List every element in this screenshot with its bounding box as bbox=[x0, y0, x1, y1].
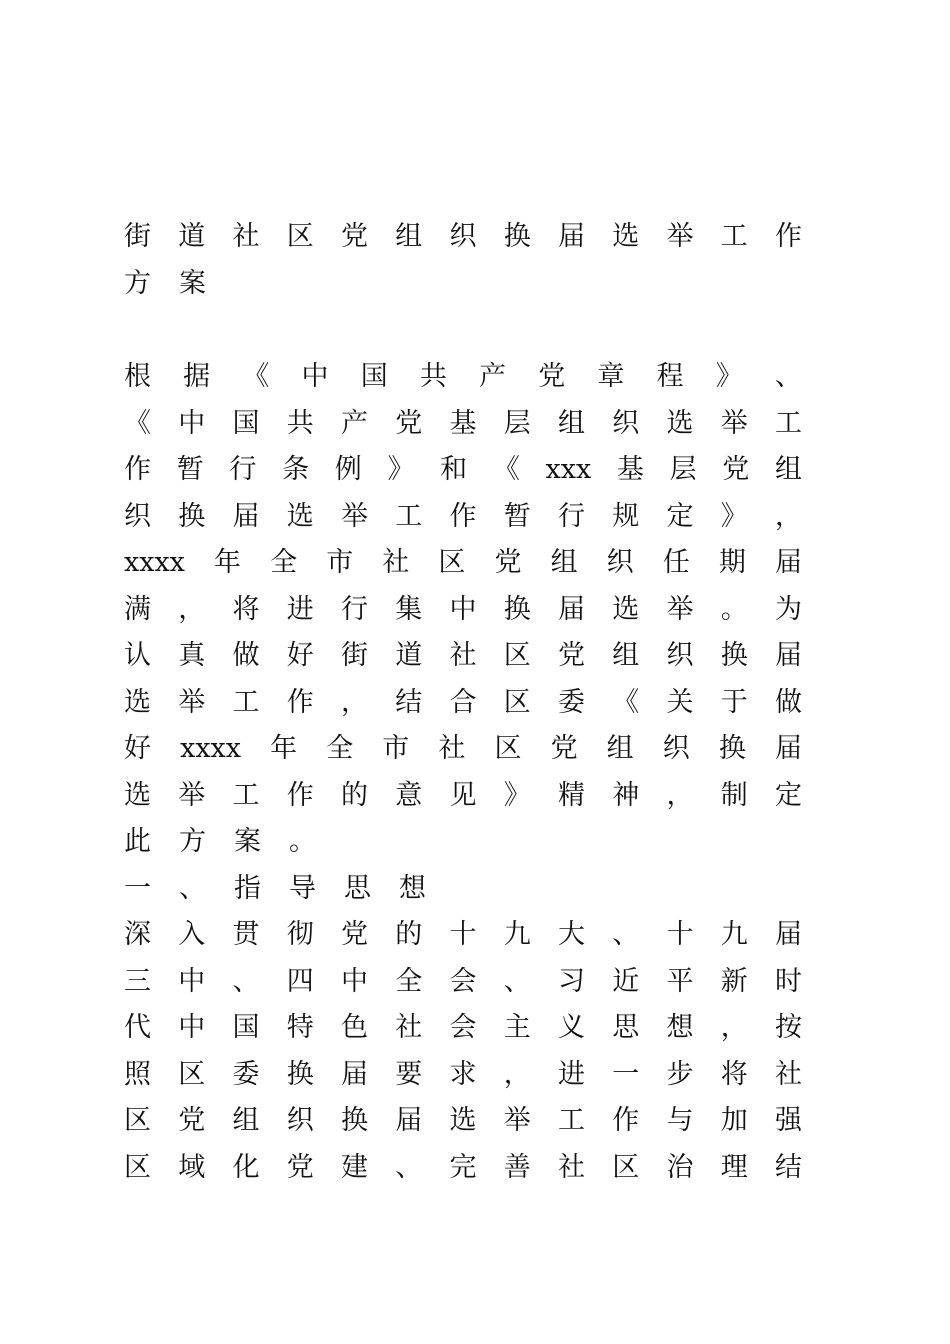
text-glyph: 案 bbox=[234, 826, 261, 857]
text-glyph: 举 bbox=[178, 686, 206, 718]
text-glyph: 国 bbox=[360, 361, 388, 392]
text-glyph: 市 bbox=[326, 547, 354, 578]
text-glyph: 结 bbox=[395, 686, 423, 718]
text-glyph: 想 bbox=[666, 1012, 694, 1043]
text-glyph: 中 bbox=[178, 407, 206, 439]
text-glyph: 织 bbox=[286, 1105, 314, 1136]
text-glyph: 年 bbox=[214, 547, 242, 578]
text-glyph: 织 bbox=[662, 733, 690, 764]
text-glyph: 作 bbox=[775, 221, 802, 252]
text-glyph: 集 bbox=[395, 593, 423, 625]
text-glyph: xxxx bbox=[180, 733, 242, 764]
text-glyph: 市 bbox=[382, 733, 410, 764]
text-glyph: 做 bbox=[232, 640, 260, 671]
text-glyph: 贯 bbox=[232, 919, 260, 950]
text-glyph: 党 bbox=[558, 640, 585, 671]
text-glyph: 加 bbox=[720, 1105, 748, 1136]
text-glyph: 换 bbox=[341, 1105, 368, 1136]
text-glyph: 选 bbox=[286, 500, 314, 532]
text-glyph: 社 bbox=[449, 640, 477, 671]
text-glyph: 和 bbox=[440, 454, 468, 485]
text-glyph: ， bbox=[503, 1058, 531, 1090]
text-glyph: 选 bbox=[124, 686, 151, 718]
text-glyph: 换 bbox=[178, 500, 206, 532]
text-glyph: 届 bbox=[775, 640, 802, 671]
text-glyph: 工 bbox=[558, 1105, 585, 1136]
text-glyph: 三 bbox=[124, 965, 151, 997]
body-line bbox=[124, 1098, 802, 1145]
text-glyph: 党 bbox=[538, 361, 566, 392]
text-glyph: 根 bbox=[124, 361, 151, 392]
text-glyph: 一 bbox=[124, 872, 151, 904]
text-glyph: 届 bbox=[774, 547, 802, 578]
text-glyph: 行 bbox=[341, 593, 368, 625]
text-glyph: 习 bbox=[558, 965, 585, 997]
text-glyph: 工 bbox=[395, 500, 423, 532]
text-glyph: 步 bbox=[666, 1058, 694, 1090]
text-glyph: 国 bbox=[232, 407, 260, 439]
text-glyph: 、 bbox=[395, 1151, 423, 1183]
text-glyph: 的 bbox=[395, 919, 423, 950]
text-glyph: 定 bbox=[666, 500, 694, 532]
text-glyph: 换 bbox=[718, 733, 746, 764]
text-glyph: 共 bbox=[419, 361, 447, 392]
body-line bbox=[124, 494, 802, 541]
text-glyph: 基 bbox=[616, 454, 644, 485]
text-glyph: 进 bbox=[558, 1058, 585, 1090]
text-glyph: 按 bbox=[775, 1012, 802, 1043]
text-glyph: 导 bbox=[289, 872, 316, 904]
text-glyph: 工 bbox=[232, 779, 260, 811]
body-line bbox=[124, 401, 802, 448]
text-glyph: 、 bbox=[503, 965, 531, 997]
text-glyph: 例 bbox=[334, 454, 362, 485]
text-glyph: 届 bbox=[558, 593, 585, 625]
body-line bbox=[124, 912, 802, 959]
text-glyph: 中 bbox=[178, 965, 206, 997]
text-glyph: 精 bbox=[558, 779, 585, 811]
text-glyph: 结 bbox=[775, 1151, 802, 1183]
text-glyph: 入 bbox=[178, 919, 206, 950]
text-glyph: 深 bbox=[124, 919, 151, 950]
text-glyph: 党 bbox=[178, 1105, 206, 1136]
text-glyph: 《 bbox=[612, 686, 640, 718]
text-glyph: 社 bbox=[395, 1012, 423, 1043]
document-title bbox=[124, 214, 802, 307]
body-line bbox=[124, 540, 802, 587]
text-glyph: 规 bbox=[612, 500, 640, 532]
text-glyph: 近 bbox=[612, 965, 640, 997]
text-glyph: 、 bbox=[774, 361, 802, 392]
text-glyph: 期 bbox=[718, 547, 746, 578]
body-line bbox=[124, 819, 802, 866]
text-glyph: 社 bbox=[232, 221, 260, 252]
text-glyph: 届 bbox=[232, 500, 260, 532]
text-glyph: ， bbox=[178, 593, 206, 625]
text-glyph: 义 bbox=[558, 1012, 585, 1043]
text-glyph: 十 bbox=[449, 919, 477, 950]
text-glyph: 区 bbox=[438, 547, 466, 578]
text-glyph: 关 bbox=[666, 686, 694, 718]
text-glyph: 《 bbox=[242, 361, 270, 392]
text-glyph: 组 bbox=[232, 1105, 260, 1136]
text-glyph: 会 bbox=[449, 965, 477, 997]
text-glyph: 组 bbox=[612, 640, 640, 671]
text-glyph: 彻 bbox=[286, 919, 314, 950]
text-glyph: 满 bbox=[124, 593, 151, 625]
text-glyph: 中 bbox=[301, 361, 329, 392]
body-line bbox=[124, 1145, 802, 1192]
text-glyph: 四 bbox=[286, 965, 314, 997]
text-glyph: 做 bbox=[775, 686, 802, 718]
text-glyph: 思 bbox=[344, 872, 371, 904]
text-glyph: 共 bbox=[286, 407, 314, 439]
text-glyph: 理 bbox=[720, 1151, 748, 1183]
text-glyph: 党 bbox=[341, 221, 368, 252]
text-glyph: 据 bbox=[183, 361, 211, 392]
text-glyph: 举 bbox=[341, 500, 368, 532]
text-glyph: 真 bbox=[178, 640, 206, 671]
text-glyph: 换 bbox=[503, 221, 531, 252]
text-glyph: 届 bbox=[775, 919, 802, 950]
text-glyph: 换 bbox=[503, 593, 531, 625]
text-glyph: 党 bbox=[494, 547, 522, 578]
text-glyph: 选 bbox=[124, 779, 151, 811]
text-glyph: 织 bbox=[449, 221, 477, 252]
body-line bbox=[124, 680, 802, 727]
text-glyph: 完 bbox=[449, 1151, 477, 1183]
text-glyph: 作 bbox=[612, 1105, 640, 1136]
text-glyph: 全 bbox=[326, 733, 354, 764]
text-glyph: 特 bbox=[286, 1012, 314, 1043]
text-glyph: 织 bbox=[124, 500, 151, 532]
text-glyph: 照 bbox=[124, 1058, 151, 1090]
text-glyph: 举 bbox=[503, 1105, 531, 1136]
text-glyph: 暂 bbox=[176, 454, 204, 485]
text-glyph: 治 bbox=[666, 1151, 694, 1183]
text-glyph: 一 bbox=[612, 1058, 640, 1090]
text-glyph: 作 bbox=[449, 500, 477, 532]
text-glyph: 道 bbox=[395, 640, 423, 671]
text-glyph: 举 bbox=[720, 407, 748, 439]
text-glyph: 全 bbox=[395, 965, 423, 997]
text-glyph: 社 bbox=[558, 1151, 585, 1183]
text-glyph: 社 bbox=[382, 547, 410, 578]
text-glyph: 与 bbox=[666, 1105, 694, 1136]
text-glyph: 》 bbox=[715, 361, 743, 392]
text-glyph: 委 bbox=[232, 1058, 260, 1090]
text-glyph: 织 bbox=[612, 407, 640, 439]
text-glyph: 思 bbox=[612, 1012, 640, 1043]
text-glyph: 党 bbox=[550, 733, 578, 764]
document-body bbox=[124, 354, 802, 1191]
text-glyph: 的 bbox=[341, 779, 368, 811]
text-glyph: 层 bbox=[503, 407, 531, 439]
text-glyph: 社 bbox=[775, 1058, 802, 1090]
text-glyph: 方 bbox=[179, 826, 206, 857]
text-glyph: 组 bbox=[550, 547, 578, 578]
text-glyph: 。 bbox=[720, 593, 748, 625]
text-glyph: 》 bbox=[720, 500, 748, 532]
text-glyph: 织 bbox=[666, 640, 694, 671]
text-glyph: 建 bbox=[341, 1151, 368, 1183]
text-glyph: 基 bbox=[449, 407, 477, 439]
body-line bbox=[124, 1005, 802, 1052]
text-glyph: 。 bbox=[289, 826, 316, 857]
text-glyph: 行 bbox=[558, 500, 585, 532]
body-line bbox=[124, 447, 802, 494]
text-glyph: 区 bbox=[612, 1151, 640, 1183]
text-glyph: ， bbox=[720, 1012, 748, 1043]
text-glyph: 好 bbox=[286, 640, 314, 671]
text-glyph: ， bbox=[666, 779, 694, 811]
text-glyph: 化 bbox=[232, 1151, 260, 1183]
text-glyph: 制 bbox=[720, 779, 748, 811]
text-glyph: 举 bbox=[666, 593, 694, 625]
text-glyph: ， bbox=[775, 500, 802, 532]
body-line bbox=[124, 1052, 802, 1099]
text-glyph: 案 bbox=[179, 267, 206, 299]
text-glyph: 产 bbox=[479, 361, 507, 392]
text-glyph: 街 bbox=[124, 221, 151, 252]
text-glyph: 好 bbox=[124, 733, 151, 764]
text-glyph: 中 bbox=[178, 1012, 206, 1043]
body-line bbox=[124, 354, 802, 401]
text-glyph: 党 bbox=[341, 919, 368, 950]
text-glyph: 会 bbox=[449, 1012, 477, 1043]
text-glyph: 《 bbox=[124, 407, 151, 439]
text-glyph: 十 bbox=[666, 919, 694, 950]
body-line bbox=[124, 587, 802, 634]
text-glyph: 认 bbox=[124, 640, 151, 671]
text-glyph: 神 bbox=[612, 779, 640, 811]
text-glyph: 中 bbox=[341, 965, 368, 997]
text-glyph: 届 bbox=[395, 1105, 423, 1136]
text-glyph: 工 bbox=[232, 686, 260, 718]
text-glyph: 此 bbox=[124, 826, 151, 857]
text-glyph: 意 bbox=[395, 779, 423, 811]
text-glyph: 党 bbox=[722, 454, 750, 485]
text-glyph: 国 bbox=[232, 1012, 260, 1043]
text-glyph: 条 bbox=[282, 454, 310, 485]
text-glyph: 》 bbox=[387, 454, 415, 485]
text-glyph: 》 bbox=[503, 779, 531, 811]
text-glyph: 选 bbox=[612, 593, 640, 625]
text-glyph: 组 bbox=[558, 407, 585, 439]
text-glyph: 任 bbox=[662, 547, 690, 578]
text-glyph: 为 bbox=[775, 593, 802, 625]
text-glyph: 举 bbox=[178, 779, 206, 811]
text-glyph: 全 bbox=[270, 547, 298, 578]
body-line bbox=[124, 726, 802, 773]
title-line bbox=[124, 261, 802, 308]
text-glyph: 主 bbox=[503, 1012, 531, 1043]
text-glyph: 于 bbox=[720, 686, 748, 718]
text-glyph: 新 bbox=[720, 965, 748, 997]
text-glyph: 道 bbox=[178, 221, 206, 252]
text-glyph: 层 bbox=[669, 454, 697, 485]
text-glyph: 时 bbox=[775, 965, 802, 997]
text-glyph: 、 bbox=[179, 872, 206, 904]
text-glyph: 善 bbox=[503, 1151, 531, 1183]
text-glyph: 大 bbox=[558, 919, 585, 950]
body-line bbox=[124, 773, 802, 820]
text-glyph: 换 bbox=[286, 1058, 314, 1090]
text-glyph: 强 bbox=[775, 1105, 802, 1136]
text-glyph: 街 bbox=[341, 640, 368, 671]
text-glyph: 指 bbox=[234, 872, 261, 904]
text-glyph: 见 bbox=[449, 779, 477, 811]
text-glyph: 作 bbox=[124, 454, 151, 485]
text-glyph: 委 bbox=[558, 686, 585, 718]
text-glyph: 域 bbox=[178, 1151, 206, 1183]
text-glyph: 产 bbox=[341, 407, 368, 439]
text-glyph: 织 bbox=[606, 547, 634, 578]
text-glyph: 合 bbox=[449, 686, 477, 718]
text-glyph: 选 bbox=[449, 1105, 477, 1136]
text-glyph: 选 bbox=[666, 407, 694, 439]
text-glyph: 组 bbox=[606, 733, 634, 764]
text-glyph: 暂 bbox=[503, 500, 531, 532]
title-line bbox=[124, 214, 802, 261]
text-glyph: 区 bbox=[503, 640, 531, 671]
text-glyph: 进 bbox=[286, 593, 314, 625]
text-glyph: 区 bbox=[494, 733, 522, 764]
text-glyph: xxx bbox=[545, 454, 592, 485]
text-glyph: 将 bbox=[232, 593, 260, 625]
text-glyph: 章 bbox=[597, 361, 625, 392]
text-glyph: 党 bbox=[395, 407, 423, 439]
text-glyph: 《 bbox=[492, 454, 520, 485]
text-glyph: 选 bbox=[612, 221, 640, 252]
text-glyph: 作 bbox=[286, 779, 314, 811]
text-glyph: 定 bbox=[775, 779, 802, 811]
text-glyph: 行 bbox=[229, 454, 257, 485]
text-glyph: 届 bbox=[341, 1058, 368, 1090]
text-glyph: 社 bbox=[438, 733, 466, 764]
text-glyph: 举 bbox=[666, 221, 694, 252]
text-glyph: 组 bbox=[395, 221, 423, 252]
text-glyph: 区 bbox=[124, 1105, 151, 1136]
text-glyph: 区 bbox=[124, 1151, 151, 1183]
text-glyph: 年 bbox=[270, 733, 298, 764]
text-glyph: 程 bbox=[656, 361, 684, 392]
text-glyph: 求 bbox=[449, 1058, 477, 1090]
text-glyph: 色 bbox=[341, 1012, 368, 1043]
text-glyph: xxxx bbox=[124, 547, 185, 578]
text-glyph: 组 bbox=[774, 454, 802, 485]
text-glyph: ， bbox=[341, 686, 368, 718]
text-glyph: 工 bbox=[720, 221, 748, 252]
text-glyph: 中 bbox=[449, 593, 477, 625]
body-line bbox=[124, 633, 802, 680]
text-glyph: 、 bbox=[232, 965, 260, 997]
text-glyph: 平 bbox=[666, 965, 694, 997]
text-glyph: 想 bbox=[399, 872, 426, 904]
text-glyph: 方 bbox=[124, 267, 151, 299]
text-glyph: 区 bbox=[503, 686, 531, 718]
text-glyph: 九 bbox=[503, 919, 531, 950]
text-glyph: 工 bbox=[775, 407, 802, 439]
text-glyph: 党 bbox=[286, 1151, 314, 1183]
text-glyph: 九 bbox=[720, 919, 748, 950]
text-glyph: 作 bbox=[286, 686, 314, 718]
body-line bbox=[124, 959, 802, 1006]
text-glyph: 、 bbox=[612, 919, 640, 950]
text-glyph: 届 bbox=[558, 221, 585, 252]
text-glyph: 要 bbox=[395, 1058, 423, 1090]
text-glyph: 区 bbox=[178, 1058, 206, 1090]
text-glyph: 区 bbox=[286, 221, 314, 252]
text-glyph: 换 bbox=[720, 640, 748, 671]
text-glyph: 将 bbox=[720, 1058, 748, 1090]
body-line bbox=[124, 866, 802, 913]
text-glyph: 代 bbox=[124, 1012, 151, 1043]
text-glyph: 届 bbox=[774, 733, 802, 764]
